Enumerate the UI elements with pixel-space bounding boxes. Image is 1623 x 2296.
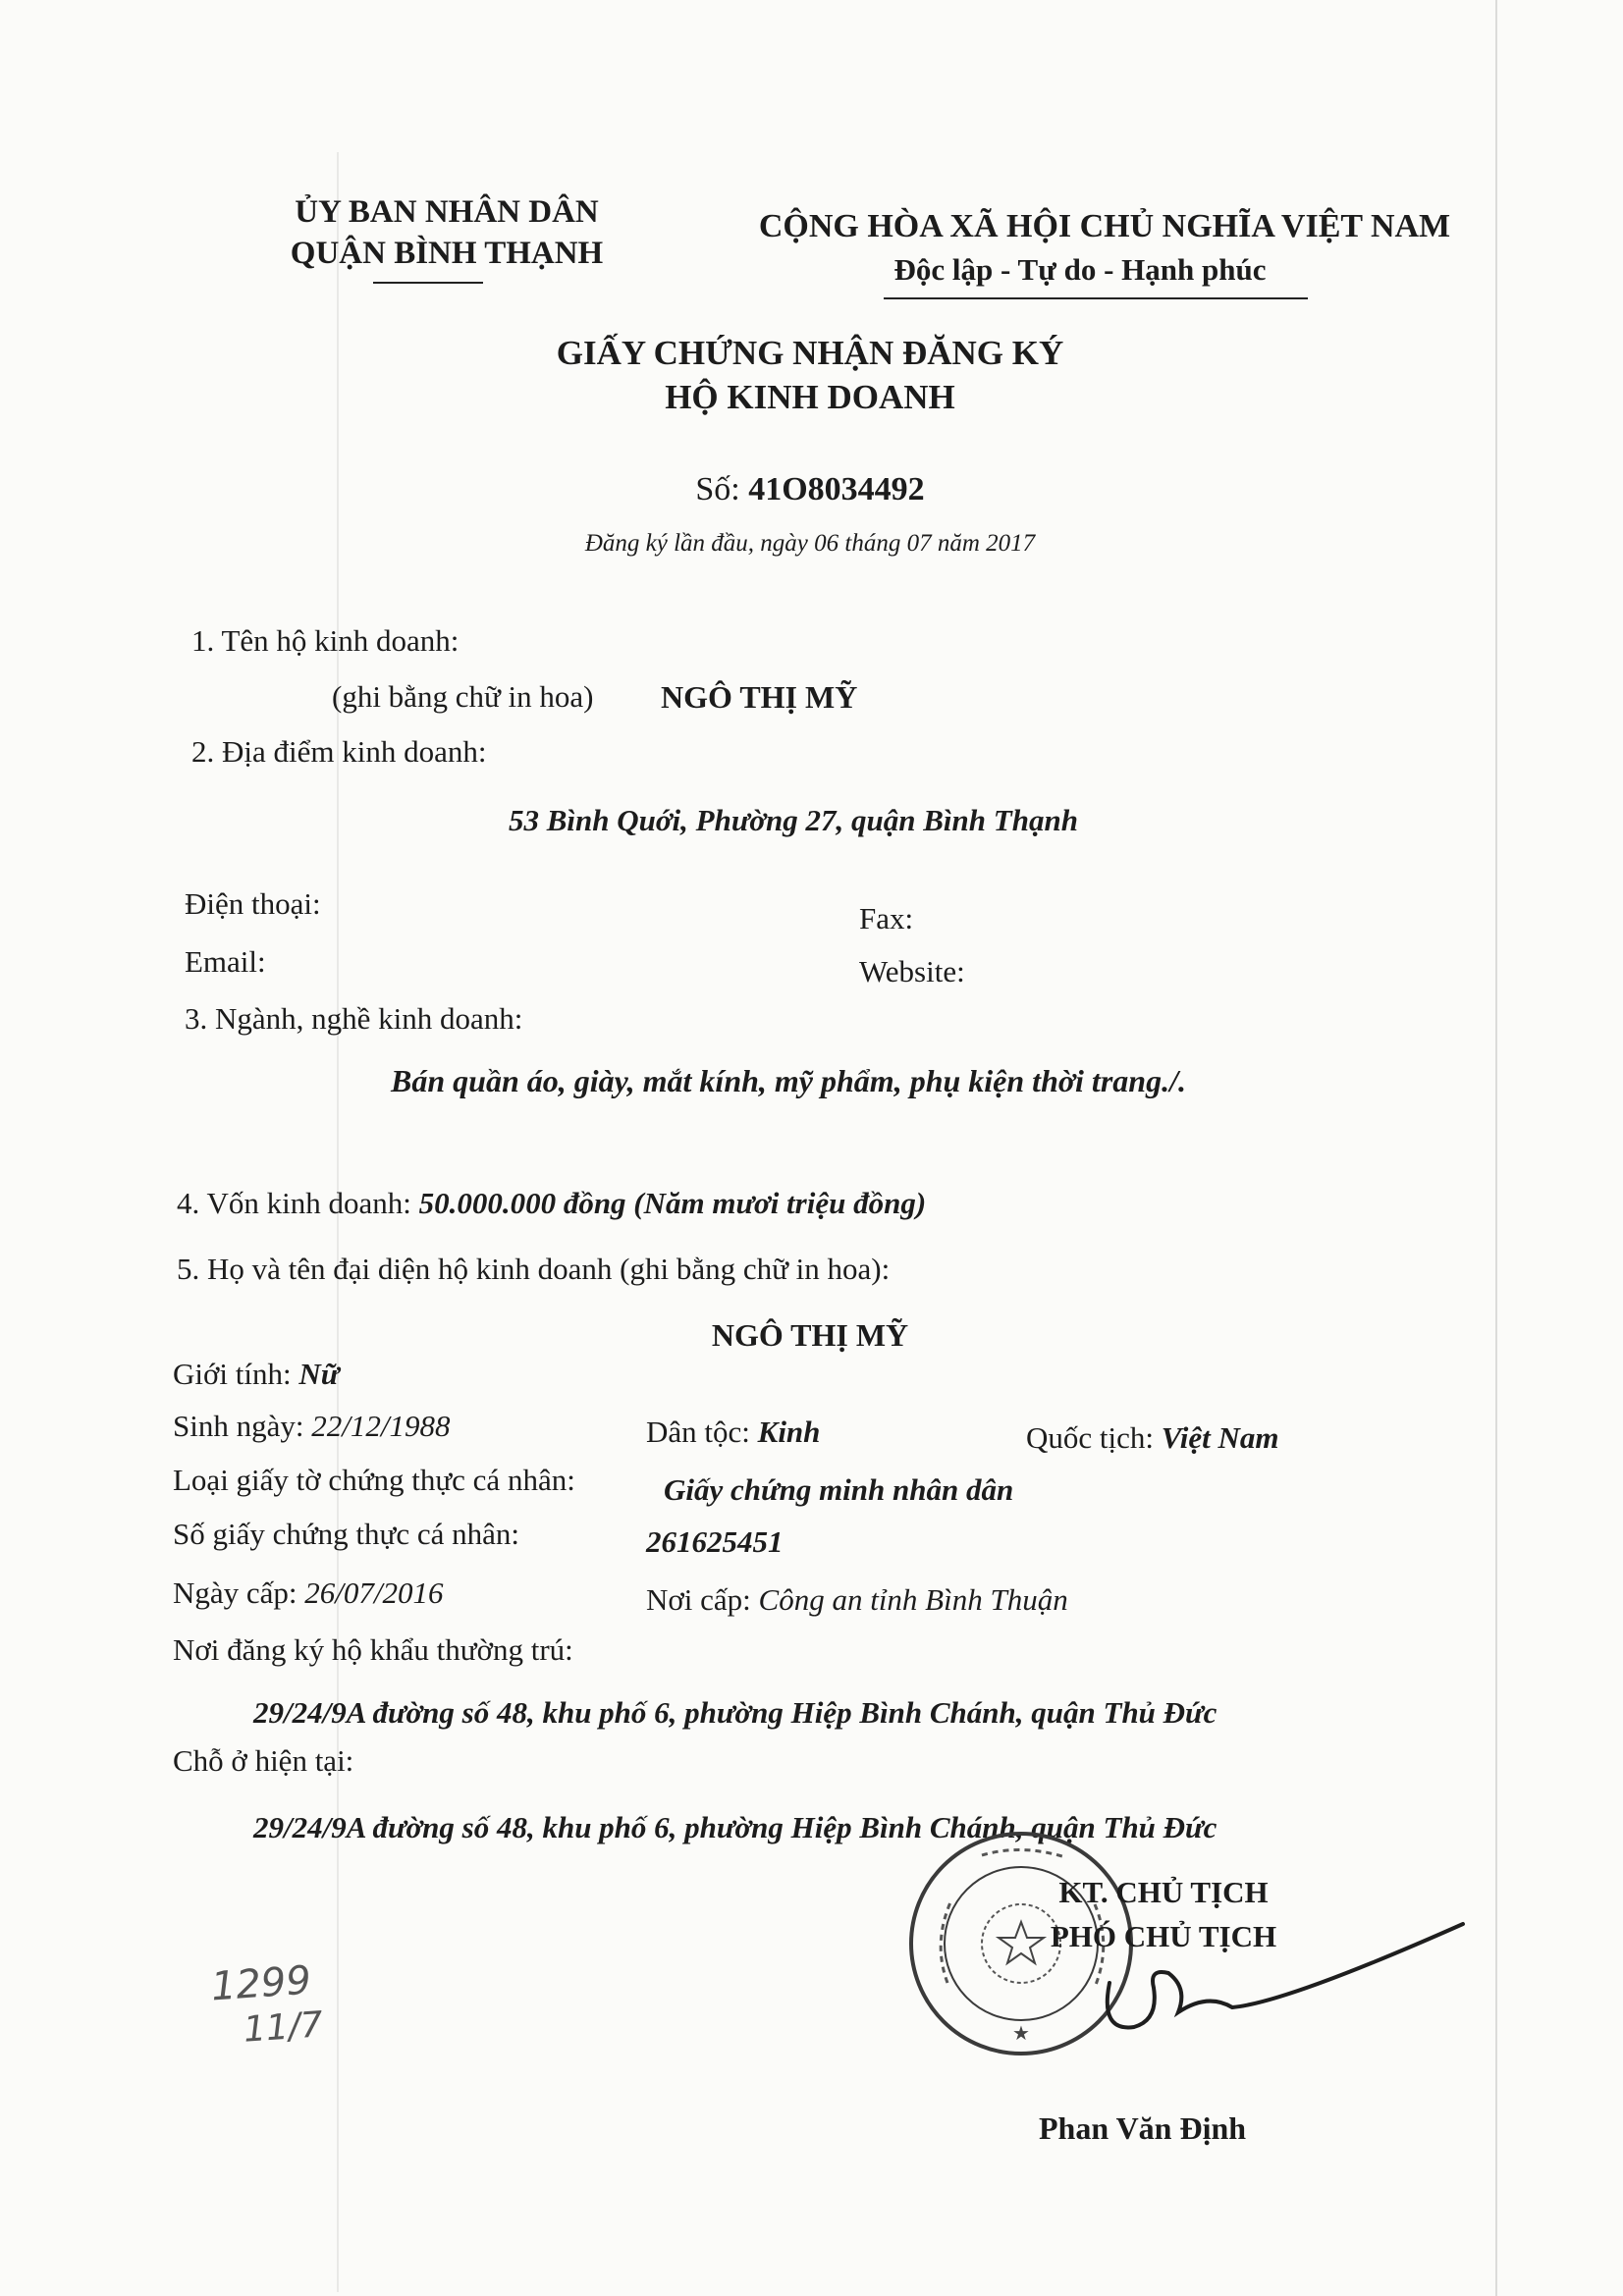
id-number-value: 261625451 <box>646 1524 784 1559</box>
handwritten-note-line1: 1299 <box>209 1957 313 2010</box>
handwritten-signature-icon <box>1060 1914 1473 2052</box>
republic-underline <box>884 297 1308 299</box>
document-number <box>540 471 1080 508</box>
document-title-line1: GIẤY CHỨNG NHẬN ĐĂNG KÝ <box>556 334 1064 372</box>
section5-heading: 5. Họ và tên đại diện hộ kinh doanh (ghi bằng chữ in hoa): <box>177 1252 891 1286</box>
section2-heading: 2. Địa điểm kinh doanh: <box>191 734 487 769</box>
authority-line2: QUẬN BÌNH THẠNH <box>290 236 604 271</box>
business-name: NGÔ THỊ MỸ <box>661 679 858 715</box>
signature-title1: KT. CHỦ TỊCH <box>1058 1875 1269 1909</box>
number-value: 41O8034492 <box>748 471 925 507</box>
capital-value: 50.000.000 đồng (Năm mươi triệu đồng) <box>418 1186 927 1220</box>
capital-label: 4. Vốn kinh doanh: <box>177 1186 411 1220</box>
authority-underline <box>373 282 483 284</box>
authority-line1: ỦY BAN NHÂN DÂN <box>295 194 599 230</box>
republic-line1: CỘNG HÒA XÃ HỘI CHỦ NGHĨA VIỆT NAM <box>758 208 1451 244</box>
current-address: 29/24/9A đường số 48, khu phố 6, phường Hiệp Bình Chánh, quận Thủ Đức <box>253 1810 1217 1844</box>
signer-name: Phan Văn Định <box>1039 2110 1247 2146</box>
gender-row <box>173 1357 339 1392</box>
nationality-value: Việt Nam <box>1161 1420 1279 1455</box>
document-title-line2: HỘ KINH DOANH <box>665 378 955 416</box>
permanent-address: 29/24/9A đường số 48, khu phố 6, phường Hiệp Bình Chánh, quận Thủ Đức <box>253 1695 1217 1730</box>
issue-place-value: Công an tỉnh Bình Thuận <box>758 1582 1068 1617</box>
email-label: Email: <box>185 944 266 979</box>
gender-label: Giới tính: <box>173 1357 292 1391</box>
registration-date: Đăng ký lần đầu, ngày 06 tháng 07 năm 2017 <box>584 530 1036 557</box>
handwritten-note-line2: 11/7 <box>242 2004 325 2051</box>
dob-label: Sinh ngày: <box>173 1409 304 1443</box>
ethnicity-value: Kinh <box>757 1415 821 1449</box>
issue-date-value: 26/07/2016 <box>304 1575 444 1610</box>
business-lines: Bán quần áo, giày, mắt kính, mỹ phẩm, phụ kiện thời trang./. <box>391 1063 1186 1098</box>
id-type-value: Giấy chứng minh nhân dân <box>664 1472 1014 1507</box>
current-label: Chỗ ở hiện tại: <box>173 1743 354 1778</box>
dob-value: 22/12/1988 <box>311 1409 451 1443</box>
id-number-label: Số giấy chứng thực cá nhân: <box>173 1517 519 1551</box>
number-label: Số: <box>695 471 740 507</box>
gender-value: Nữ <box>298 1357 340 1391</box>
issue-date-row <box>173 1575 444 1611</box>
issue-date-label: Ngày cấp: <box>173 1575 298 1610</box>
ethnicity-label: Dân tộc: <box>646 1415 750 1449</box>
capital-row <box>177 1186 926 1221</box>
dob-row <box>173 1409 450 1444</box>
paper-fold-line <box>337 152 339 2292</box>
website-label: Website: <box>859 954 965 988</box>
svg-text:★: ★ <box>1012 2021 1030 2045</box>
section3-heading: 3. Ngành, nghề kinh doanh: <box>185 1001 523 1036</box>
representative-name: NGÔ THỊ MỸ <box>711 1317 909 1353</box>
section1-note: (ghi bằng chữ in hoa) <box>332 679 594 714</box>
issue-place-row <box>646 1582 1068 1618</box>
ethnicity-row <box>646 1415 820 1450</box>
signature-title2: PHÓ CHỦ TỊCH <box>1050 1919 1277 1953</box>
permanent-label: Nơi đăng ký hộ khẩu thường trú: <box>173 1632 573 1667</box>
issue-place-label: Nơi cấp: <box>646 1582 751 1617</box>
fax-label: Fax: <box>859 901 914 935</box>
id-type-label: Loại giấy tờ chứng thực cá nhân: <box>173 1463 575 1497</box>
business-address: 53 Bình Quới, Phường 27, quận Bình Thạnh <box>509 803 1078 837</box>
page-edge-shadow <box>1495 0 1497 2296</box>
section1-heading: 1. Tên hộ kinh doanh: <box>191 623 460 658</box>
phone-label: Điện thoại: <box>185 886 321 921</box>
nationality-row <box>1026 1420 1278 1456</box>
nationality-label: Quốc tịch: <box>1026 1420 1154 1455</box>
republic-line2: Độc lập - Tự do - Hạnh phúc <box>893 252 1267 287</box>
